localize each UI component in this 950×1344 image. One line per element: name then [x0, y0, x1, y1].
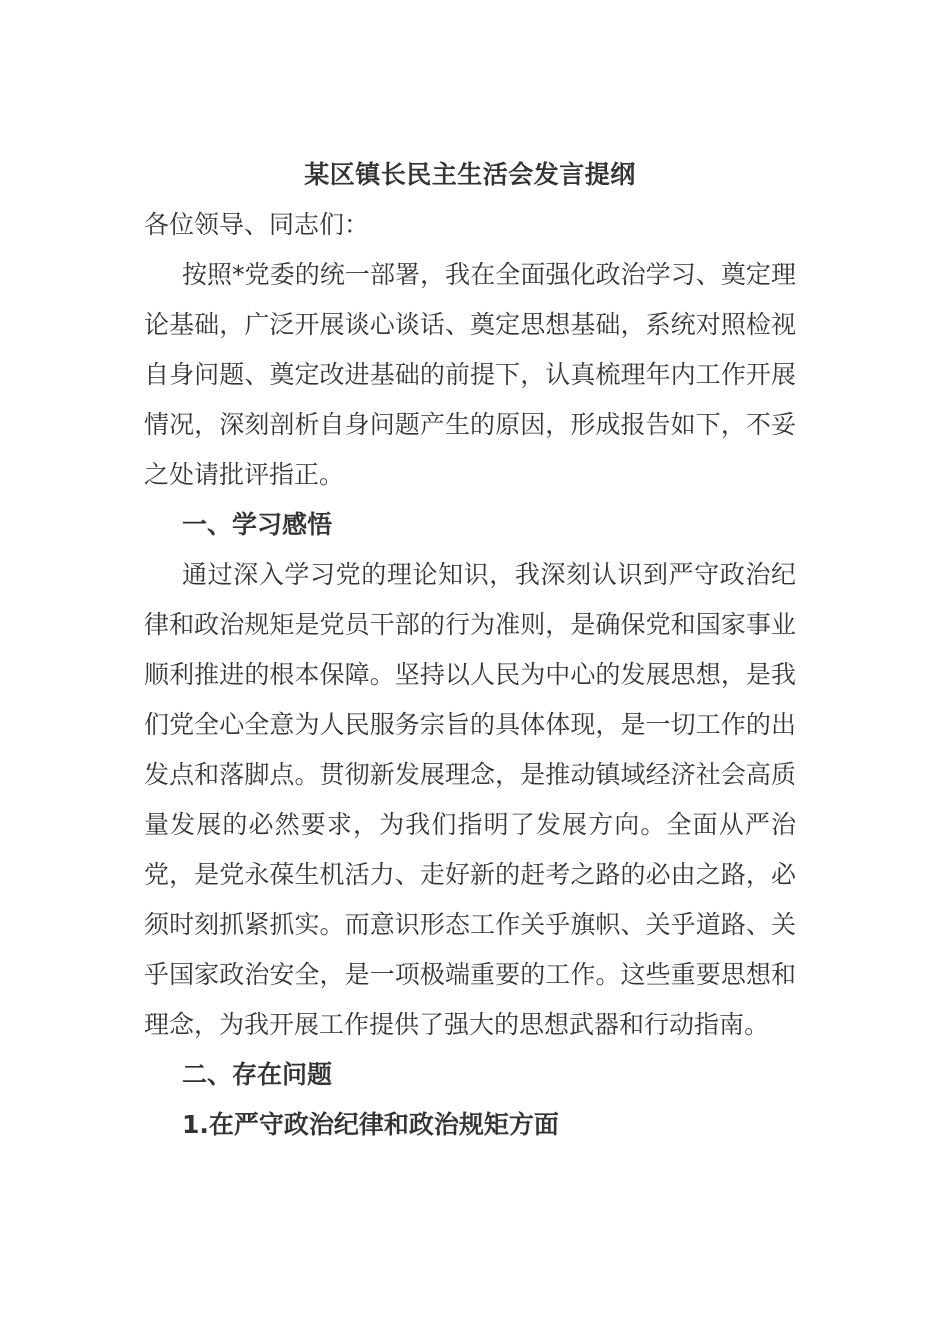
section-heading-problems: 二、存在问题 [182, 1060, 333, 1089]
intro-paragraph: 按照*党委的统一部署，我在全面强化政治学习、奠定理论基础，广泛开展谈心谈话、奠定思想基础，系统对照检视自身问题、奠定改进基础的前提下，认真梳理年内工作开展情况，深刻剖析自身问题产生的原因，形成报告如下，不妥之处请批评指正。 [144, 260, 796, 489]
study-paragraph: 通过深入学习党的理论知识，我深刻认识到严守政治纪律和政治规矩是党员干部的行为准则，是确保党和国家事业顺利推进的根本保障。坚持以人民为中心的发展思想，是我们党全心全意为人民服务宗旨的具体体现，是一切工作的出发点和落脚点。贯彻新发展理念，是推动镇域经济社会高质量发展的必然要求，为我们指明了发展方向。全面从严治党，是党永葆生机活力、走好新的赶考之路的必由之路，必须时刻抓紧抓实。而意识形态工作关乎旗帜、关乎道路、关乎国家政治安全，是一项极端重要的工作。这些重要思想和理念，为我开展工作提供了强大的思想武器和行动指南。 [144, 560, 796, 1039]
salutation: 各位领导、同志们： [144, 210, 370, 239]
subsection-heading-discipline: 1.在严守政治纪律和政治规矩方面 [182, 1110, 559, 1139]
document-title: 某区镇长民主生活会发言提纲 [304, 160, 636, 189]
section-heading-study: 一、学习感悟 [182, 510, 333, 539]
document-content [144, 150, 796, 1150]
